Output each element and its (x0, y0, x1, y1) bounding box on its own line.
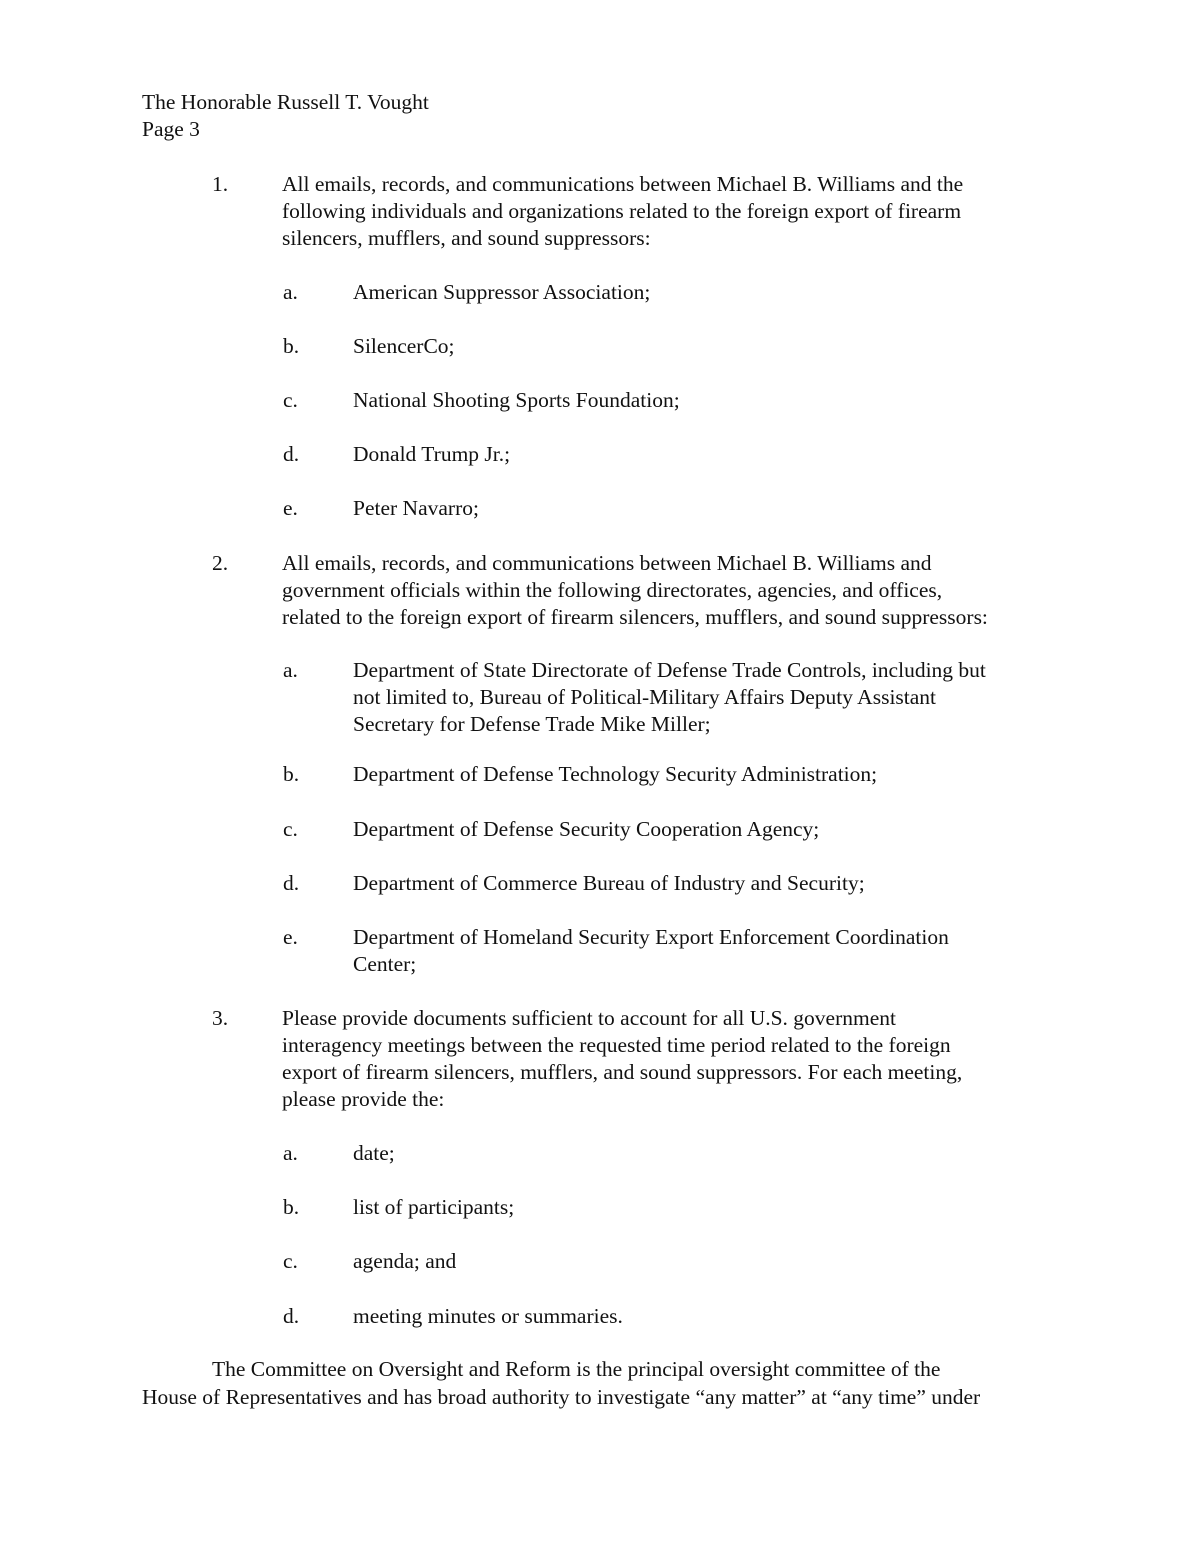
subitem-letter: c. (283, 388, 298, 412)
subitem-text (353, 657, 986, 738)
text-line: Please provide documents sufficient to account for all U.S. government (282, 1006, 896, 1030)
subitem-letter: a. (283, 1141, 298, 1165)
text-line: government officials within the following directorates, agencies, and offices, (282, 578, 943, 602)
subitem-letter: d. (283, 442, 300, 466)
subitem-letter: c. (283, 817, 298, 841)
subitem-text (353, 1140, 395, 1167)
text-line: Peter Navarro; (353, 496, 479, 520)
text-line: Department of Defense Security Cooperation Agency; (353, 817, 820, 841)
subitem-text (353, 1303, 623, 1330)
text-line: meeting minutes or summaries. (353, 1304, 623, 1328)
subitem-letter: a. (283, 658, 298, 682)
text-line: export of firearm silencers, mufflers, and sound suppressors. For each meeting, (282, 1060, 963, 1084)
subitem-letter: e. (283, 925, 298, 949)
subitem-text (353, 816, 819, 843)
item-number: 3. (212, 1006, 229, 1030)
subitem-letter: b. (283, 334, 300, 358)
subitem-letter: b. (283, 762, 300, 786)
text-line: National Shooting Sports Foundation; (353, 388, 680, 412)
text-line: please provide the: (282, 1087, 445, 1111)
item-number: 2. (212, 551, 229, 575)
text-line: following individuals and organizations related to the foreign export of firearm (282, 199, 962, 223)
text-line: not limited to, Bureau of Political-Military Affairs Deputy Assistant (353, 685, 937, 709)
text-line: Department of Homeland Security Export Enforcement Coordination (353, 925, 949, 949)
text-line: Department of State Directorate of Defense Trade Controls, including but (353, 658, 986, 682)
subitem-letter: a. (283, 280, 298, 304)
text-line: related to the foreign export of firearm silencers, mufflers, and sound suppressors: (282, 605, 988, 629)
subitem-letter: c. (283, 1249, 298, 1273)
item-number: 1. (212, 172, 229, 196)
text-line: silencers, mufflers, and sound suppressors: (282, 226, 651, 250)
text-line: SilencerCo; (353, 334, 455, 358)
subitem-letter: d. (283, 871, 300, 895)
subitem-text (353, 441, 510, 468)
subitem-text (353, 870, 865, 897)
subitem-text (353, 333, 455, 360)
text-line: Secretary for Defense Trade Mike Miller; (353, 712, 711, 736)
text-line: American Suppressor Association; (353, 280, 651, 304)
subitem-text (353, 1194, 514, 1221)
closing-paragraph-line: House of Representatives and has broad authority to investigate “any matter” at “any time” under (142, 1385, 981, 1409)
text-line: list of participants; (353, 1195, 515, 1219)
page-number: Page 3 (142, 117, 200, 141)
subitem-text (353, 387, 680, 414)
text-line: All emails, records, and communications between Michael B. Williams and the (282, 172, 964, 196)
addressee-line: The Honorable Russell T. Vought (142, 90, 429, 114)
closing-paragraph-line: The Committee on Oversight and Reform is the principal oversight committee of the (212, 1357, 941, 1381)
item-text (282, 1005, 962, 1113)
text-line: interagency meetings between the requested time period related to the foreign (282, 1033, 951, 1057)
text-line: date; (353, 1141, 395, 1165)
text-line: Center; (353, 952, 417, 976)
subitem-text (353, 279, 650, 306)
subitem-text (353, 1248, 456, 1275)
subitem-letter: d. (283, 1304, 300, 1328)
subitem-letter: e. (283, 496, 298, 520)
text-line: Department of Commerce Bureau of Industry and Security; (353, 871, 865, 895)
text-line: All emails, records, and communications between Michael B. Williams and (282, 551, 932, 575)
item-text (282, 171, 963, 252)
subitem-text (353, 761, 877, 788)
item-text (282, 550, 988, 631)
subitem-letter: b. (283, 1195, 300, 1219)
subitem-text (353, 924, 949, 978)
text-line: Department of Defense Technology Security Administration; (353, 762, 878, 786)
text-line: Donald Trump Jr.; (353, 442, 511, 466)
subitem-text (353, 495, 479, 522)
text-line: agenda; and (353, 1249, 457, 1273)
